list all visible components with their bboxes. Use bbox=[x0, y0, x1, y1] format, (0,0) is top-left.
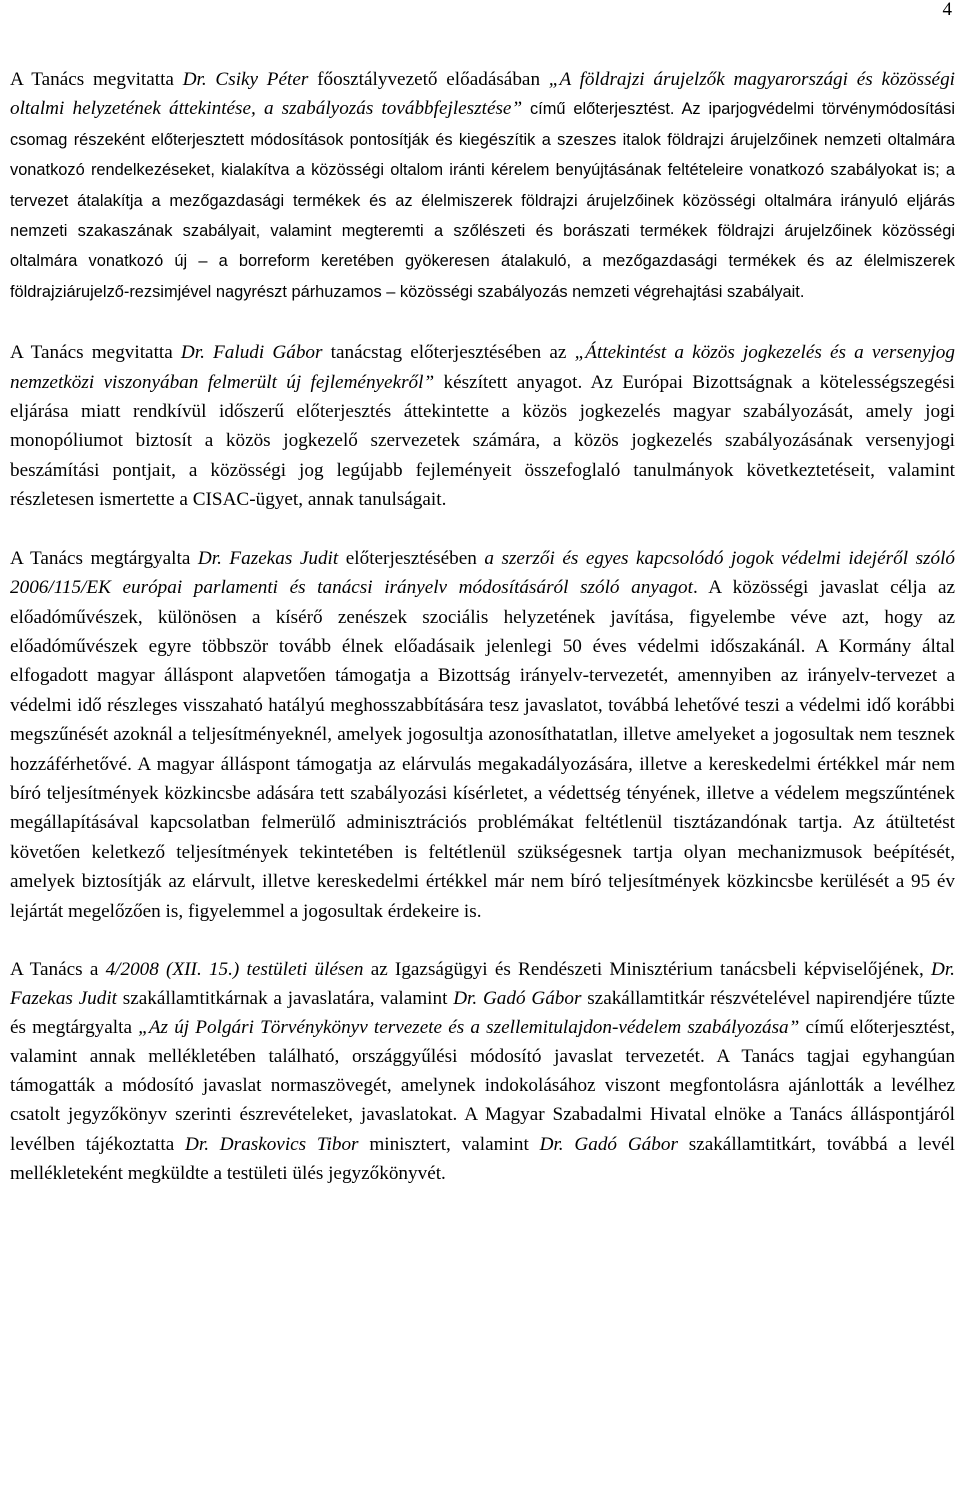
text-run: minisztert, valamint bbox=[358, 1133, 540, 1155]
italic-text-run: „Áttekintést a közös jogkezelés és a versenyjog nemzetközi viszonyában felmerült új fejleményekről” bbox=[10, 342, 955, 393]
italic-text-run: Dr. Csiky Péter bbox=[182, 69, 309, 90]
text-run: főosztályvezető előadásában bbox=[308, 69, 549, 90]
italic-text-run: Dr. Fazekas Judit bbox=[10, 958, 955, 1010]
italic-text-run: Dr. Gadó Gábor bbox=[453, 988, 582, 1010]
text-run: szakállamtitkárnak a javaslatára, valamint bbox=[117, 988, 454, 1010]
text-run: A Tanács megvitatta bbox=[10, 342, 181, 364]
italic-text-run: Dr. Faludi Gábor bbox=[180, 342, 323, 364]
italic-text-run: a szerzői és egyes kapcsolódó jogok védelmi idejéről szóló 2006/115/EK európai parlamenti és tanácsi irányelv módosításáról szóló anyagot bbox=[10, 547, 956, 599]
document-body bbox=[10, 65, 955, 1216]
paragraph-geographical-indications bbox=[10, 65, 955, 307]
paragraph-copyright-protection-term bbox=[10, 544, 955, 926]
page-number: 4 bbox=[942, 0, 952, 20]
italic-text-run: Dr. Gadó Gábor bbox=[539, 1133, 678, 1155]
text-run: A Tanács a bbox=[10, 958, 106, 980]
text-run: A Tanács megtárgyalta bbox=[10, 547, 198, 569]
paragraph-collective-rights-management bbox=[10, 338, 955, 514]
text-run: tanácstag előterjesztésében az bbox=[322, 342, 575, 364]
italic-text-run: Dr. Fazekas Judit bbox=[197, 547, 339, 569]
italic-text-run: „A földrajzi árujelzők magyarországi és közösségi oltalmi helyzetének áttekintése, a szabályozás továbbfejlesztése” bbox=[10, 69, 955, 120]
text-run: A Tanács megvitatta bbox=[10, 69, 183, 90]
italic-text-run: „Az új Polgári Törvénykönyv tervezete és a szellemitulajdon-védelem szabályozása” bbox=[138, 1017, 800, 1039]
text-run: készített anyagot. Az Európai Bizottságnak a kötelességszegési eljárása miatt rendkívül időszerű előterjesztés áttekintette a közös jogkezelés magyar szabályozását, amely jogi monopóliumot biztosít a közös jogkezelő szervezetek számára, a közös jogkezelés szabályozásának versenyjogi beszámítási pontjait, a közösségi jog legújabb fejleményeit összefoglaló tanulmányok következtetéseit, valamint részletesen ismertette a CISAC-ügyet, annak tanulságait. bbox=[10, 371, 955, 511]
text-run: Az iparjogvédelmi törvénymódosítási csomag részeként előterjesztett módosítások pontosítják és kiegészítik a szeszes italok földrajzi árujelzőinek nemzeti oltalmára vonatkozó rendelkezéseket, kialakítva a közösségi oltalom iránti kérelem benyújtásának feltételeire vonatkozó szabályokat is; a tervezet átalakítja a mezőgazdasági termékek és az élelmiszerek földrajzi árujelzőinek közösségi oltalmára irányuló eljárás nemzeti szakaszának szabályait, valamint megteremti a szőlészeti és borászati termékek földrajzi árujelzőinek közösségi oltalmára vonatkozó új – a borreform keretében gyökeresen átalakuló, a mezőgazdasági termékek és az élelmiszerek földrajziárujelző-rezsimjével nagyrészt párhuzamos – közösségi szabályozás nemzeti végrehajtási szabályait. bbox=[10, 100, 956, 301]
italic-text-run: 4/2008 (XII. 15.) testületi ülésen bbox=[105, 958, 364, 980]
text-run: című előterjesztést. bbox=[522, 100, 675, 119]
text-run: című előterjesztést, valamint annak mellékletében található, országgyűlési módosító javaslat tervezetét. A Tanács tagjai egyhangúan támogatták a módosító javaslat normaszövegét, amelynek indokolásához viszont megfontolásra ajánlották a levélhez csatolt jegyzőkönyv szerinti észrevételeket, javaslatokat. A Magyar Szabadalmi Hivatal elnöke a Tanács álláspontjáról levélben tájékoztatta bbox=[10, 1017, 955, 1155]
italic-text-run: Dr. Draskovics Tibor bbox=[185, 1133, 359, 1155]
text-run: . A közösségi javaslat célja az előadóművészek, különösen a kísérő zenészek szociális helyzetének javítása, figyelembe véve azt, hogy az előadóművészek egyre többször tovább élnek előadásaik jelenlegi 50 éves védelmi időszakánál. A Kormány által elfogadott magyar álláspont alapvetően támogatja a Bizottság irányelv-tervezetét, amennyiben az irányelv-tervezet a védelmi idő részleges visszaható hatályú meghosszabbítására tesz javaslatot, továbbá lehetővé teszi a védelmi idő korábbi megszűnését azoknál a teljesítményeknél, amelyek jogosultja azonosíthatatlan, illetve amelyeket a jogosultak nem tesznek hozzáférhetővé. A magyar álláspont támogatja az elárvulás megakadályozására, illetve a kereskedelmi értékkel már nem bíró teljesítmények közkincsbe adására tett szabályozási kísérletet, a védettség tényének, illetve a védelem megszűntének megállapításával kapcsolatban felmerülő adminisztrációs problémákat feltétlenül tisztázandónak tartja. Az átültetést követően keletkező teljesítmények tekintetében is feltétlenül szükségesnek tartja olyan mechanizmusok beépítését, amelyek biztosítják az elárvult, illetve kereskedelmi értékkel már nem bíró teljesítmények közkincsbe kerülését a 95 év lejártát megelőzően is, figyelemmel a jogosultak érdekeire is. bbox=[10, 577, 955, 922]
text-run: előterjesztésében bbox=[338, 547, 485, 569]
paragraph-civil-code-draft bbox=[10, 955, 955, 1188]
text-run: szakállamtitkár részvételével napirendjére tűzte és megtárgyalta bbox=[10, 988, 955, 1039]
text-run: az Igazságügyi és Rendészeti Minisztérium tanácsbeli képviselőjének, bbox=[363, 958, 931, 980]
text-run: szakállamtitkárt, továbbá a levél mellékleteként megküldte a testületi ülés jegyzőkönyvét. bbox=[10, 1133, 955, 1184]
